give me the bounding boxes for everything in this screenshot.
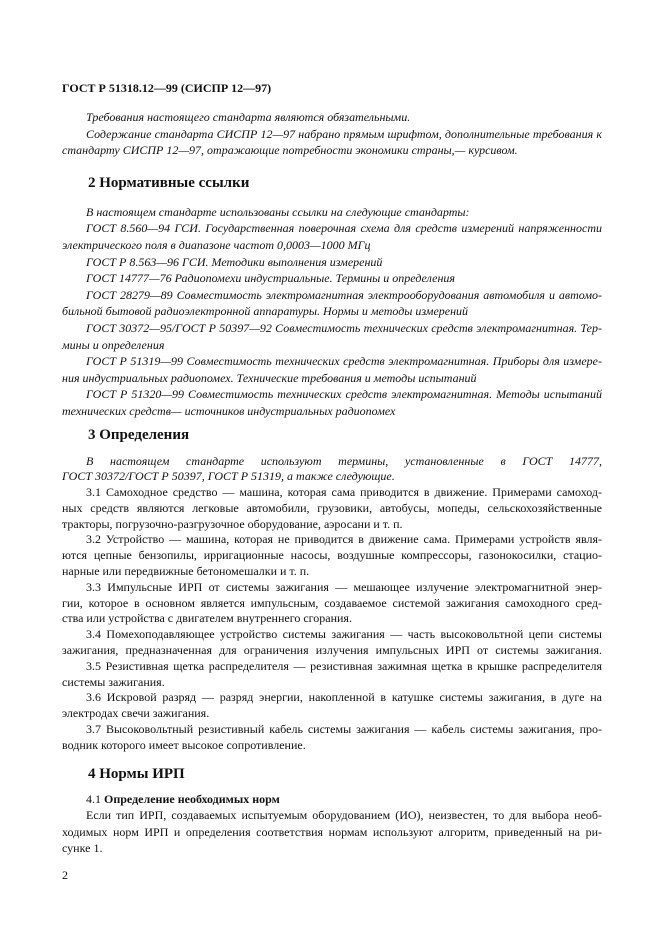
text-line: сунке 1. (62, 841, 103, 856)
text-line: 3.1 Самоходное средство — машина, которая сама приводится в движение. Примерами самоход- (86, 485, 602, 500)
text-line: 3.7 Высоковольтный резистивный кабель системы зажигания — кабель системы зажигания, про- (86, 722, 602, 737)
text-line: ГОСТ 30372—95/ГОСТ Р 50397—92 Совместимость технических средств электромагнитная. Тер- (86, 320, 602, 335)
subsection-title: Определение необходимых норм (104, 791, 280, 806)
text-line: технических средств— источников индустриальных радиопомех (62, 403, 396, 418)
text-line: зажигания, предназначенная для ограничения излучения импульсных ИРП от системы зажигания. (62, 643, 602, 658)
text-line: бильной бытовой радиоэлектронной аппаратуры. Нормы и методы измерений (62, 304, 469, 319)
text-line: ных средств являются легковые автомобили, грузовики, автобусы, мопеды, сельскохозяйственные (62, 500, 602, 515)
text-line: 3.2 Устройство — машина, которая не приводится в движение сама. Примерами устройств явля- (86, 532, 602, 547)
subsection-number: 4.1 (86, 791, 101, 806)
text-line: ства или устройства с двигателем внутреннего сгорания. (62, 611, 352, 626)
norms-section (62, 791, 602, 857)
text-line: водник которого имеет высокое сопротивление. (62, 737, 306, 752)
text-line: 3.4 Помехоподавляющее устройство системы зажигания — часть высоковольтной цепи системы (86, 627, 602, 642)
text-line: Содержание стандарта СИСПР 12—97 набрано прямым шрифтом, дополнительные требования к (86, 126, 602, 141)
text-line: тракторы, погрузочно-разгрузочное оборудование, аэросани и т. п. (62, 516, 403, 531)
text-line: ГОСТ Р 51319—99 Совместимость технических средств электромагнитная. Приборы для измере- (86, 354, 602, 369)
text-line: ГОСТ 8.560—94 ГСИ. Государственная поверочная схема для средств измерений напряженности (86, 221, 602, 236)
text-line: В настоящем стандарте использованы ссылки на следующие стандарты: (86, 204, 470, 219)
text-line: ГОСТ Р 51320—99 Совместимость технических средств электромагнитная. Методы испытаний (86, 387, 602, 402)
text-line: 3.6 Искровой разряд — разряд энергии, накопленной в катушке системы зажигания, в дуге на (86, 690, 602, 705)
text-line: электрического поля в диапазоне частот 0,0003—1000 МГц (62, 237, 371, 252)
text-line: электродах свечи зажигания. (62, 706, 210, 721)
text-line: ГОСТ 28279—89 Совместимость электромагнитная электрооборудования автомобиля и автомо- (86, 287, 602, 302)
text-line: 3.5 Резистивная щетка распределителя — резистивная зажимная щетка в крышке распределителя (86, 658, 602, 673)
text-line: ния индустриальных радиопомех. Технические требования и методы испытаний (62, 370, 477, 385)
section-heading-3: 3 Определения (88, 426, 190, 443)
text-line: ются цепные бензопилы, ирригационные насосы, воздушные компрессоры, газонокосилки, стацио- (62, 548, 602, 563)
text-line: Если тип ИРП, создаваемых испытуемым оборудованием (ИО), неизвестен, то для выбора необ- (86, 808, 602, 823)
running-header: ГОСТ Р 51318.12—99 (СИСПР 12—97) (62, 81, 272, 95)
subsection-heading (62, 791, 602, 808)
text-line: В настоящем стандарте используют термины, установленные в ГОСТ 14777, (86, 453, 602, 468)
text-line: нарные или передвижные бетономешалки и т. п. (62, 564, 310, 579)
text-line: ГОСТ 30372/ГОСТ Р 50397, ГОСТ Р 51319, а также следующие. (62, 469, 395, 484)
text-line: стандарту СИСПР 12—97, отражающие потребности экономики страны,— курсивом. (62, 143, 518, 158)
text-line: системы зажигания. (62, 674, 165, 689)
text-line: мины и определения (62, 337, 165, 352)
text-line: гии, которое в основном является импульсным, создаваемое системой зажигания самоходного сред- (62, 595, 602, 610)
text-line: ГОСТ 14777—76 Радиопомехи индустриальные. Термины и определения (86, 271, 455, 286)
normative-references (62, 204, 602, 420)
section-heading-4: 4 Нормы ИРП (88, 765, 185, 782)
text-line: ходимых норм ИРП и определения соответствия нормам используют алгоритм, приведенный на ри- (62, 824, 602, 839)
text-line: 3.3 Импульсные ИРП от системы зажигания — мешающее излучение электромагнитной энер- (86, 579, 602, 594)
text-line: Требования настоящего стандарта являются обязательными. (86, 110, 411, 124)
section-heading-2: 2 Нормативные ссылки (88, 174, 250, 191)
page-number: 2 (62, 868, 68, 883)
text-line: ГОСТ Р 8.563—96 ГСИ. Методики выполнения измерений (86, 254, 383, 269)
intro-paragraphs (62, 109, 602, 159)
definitions (62, 454, 602, 754)
